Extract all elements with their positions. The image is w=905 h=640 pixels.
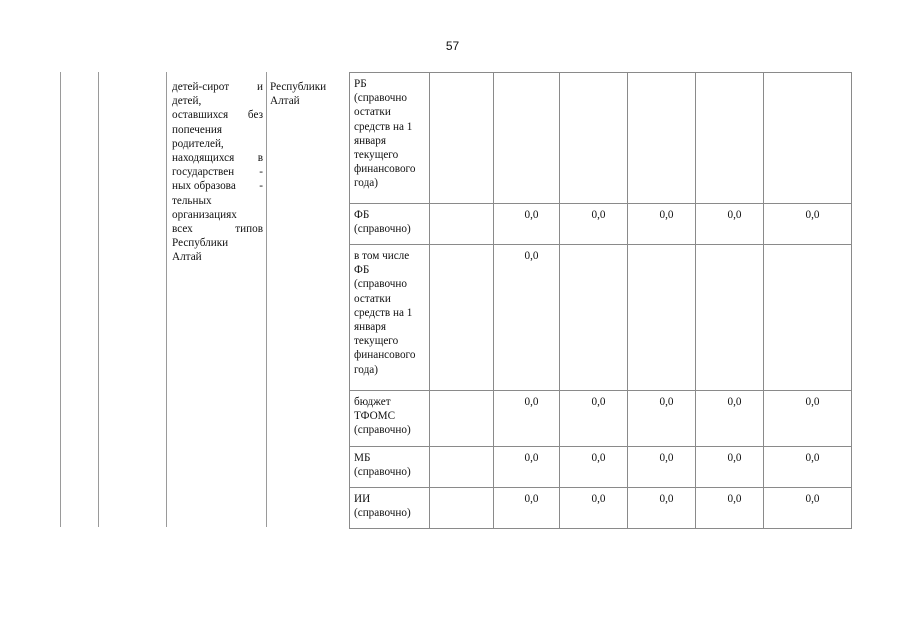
column-rule-1: [60, 72, 61, 527]
desc-line: попечения: [172, 123, 222, 136]
value-text: 0,0: [659, 493, 674, 505]
value-text: 0,0: [727, 396, 742, 408]
desc-line: детей-сирот и: [172, 81, 263, 93]
executor-line: Республики: [270, 81, 327, 93]
value-text: 0,0: [524, 396, 539, 408]
value-cell: [430, 245, 494, 391]
funding-source-line: (справочно): [354, 424, 411, 437]
desc-line: всех типов: [172, 223, 263, 236]
value-cell: [628, 73, 696, 204]
funding-source-line: года): [354, 363, 378, 376]
funding-source-cell: [350, 447, 430, 488]
value-cell: [764, 245, 852, 391]
value-text: 0,0: [591, 493, 606, 505]
desc-line: тельных: [172, 194, 212, 207]
desc-line: организациях: [172, 208, 237, 221]
funding-source-cell: [350, 245, 430, 391]
value-cell: [696, 447, 764, 488]
value-cell: [628, 204, 696, 245]
value-text: 0,0: [805, 493, 820, 505]
funding-source-line: года): [354, 177, 378, 190]
funding-source-line: финансового: [354, 163, 416, 176]
value-cell: [560, 204, 628, 245]
financing-table: [349, 72, 852, 529]
funding-source-line: (справочно): [354, 223, 411, 236]
funding-source-line: РБ: [354, 78, 367, 90]
funding-source-line: января: [354, 134, 386, 147]
value-cell: [696, 488, 764, 529]
desc-line: оставшихся без: [172, 109, 263, 122]
value-cell: [764, 447, 852, 488]
desc-line: находящихся в: [172, 152, 263, 165]
value-text: 0,0: [591, 396, 606, 408]
value-cell: [764, 204, 852, 245]
value-cell: [764, 488, 852, 529]
value-cell: [628, 447, 696, 488]
value-cell: [494, 204, 560, 245]
value-cell: [628, 391, 696, 447]
value-cell: [560, 391, 628, 447]
funding-source-line: ФБ: [354, 264, 370, 277]
funding-source-line: бюджет: [354, 396, 391, 408]
desc-line: государствен -: [172, 166, 263, 179]
value-cell: [430, 73, 494, 204]
funding-source-line: января: [354, 321, 386, 334]
funding-source-line: текущего: [354, 335, 399, 348]
funding-source-line: ИИ: [354, 493, 371, 505]
table-row: [350, 447, 852, 488]
value-cell: [430, 447, 494, 488]
funding-source-line: (справочно: [354, 92, 407, 105]
value-text: 0,0: [524, 209, 539, 221]
value-text: 0,0: [659, 396, 674, 408]
table-row: [350, 245, 852, 391]
value-text: 0,0: [591, 452, 606, 464]
funding-source-line: (справочно: [354, 278, 407, 291]
desc-line: Республики: [172, 237, 229, 250]
column-rule-4: [266, 72, 267, 527]
funding-source-line: остатки: [354, 292, 391, 305]
funding-source-line: ФБ: [354, 209, 370, 221]
value-text: 0,0: [727, 452, 742, 464]
column-rule-2: [98, 72, 99, 527]
value-cell: [696, 204, 764, 245]
funding-source-line: в том числе: [354, 250, 410, 262]
funding-source-cell: [350, 204, 430, 245]
value-cell: [430, 204, 494, 245]
value-text: 0,0: [659, 452, 674, 464]
value-text: 0,0: [524, 250, 539, 262]
table-row: [350, 488, 852, 529]
funding-source-line: финансового: [354, 349, 416, 362]
table-row: [350, 204, 852, 245]
value-cell: [430, 391, 494, 447]
funding-source-line: остатки: [354, 106, 391, 119]
value-cell: [696, 391, 764, 447]
funding-source-cell: [350, 488, 430, 529]
funding-source-line: средств на 1: [354, 306, 413, 319]
funding-source-line: (справочно): [354, 466, 411, 479]
value-cell: [696, 73, 764, 204]
funding-source-line: текущего: [354, 149, 399, 162]
value-cell: [628, 245, 696, 391]
value-text: 0,0: [805, 396, 820, 408]
value-cell: [494, 447, 560, 488]
value-text: 0,0: [727, 209, 742, 221]
value-cell: [628, 488, 696, 529]
value-cell: [494, 245, 560, 391]
executor-line: Алтай: [270, 95, 300, 108]
funding-source-line: МБ: [354, 452, 371, 464]
value-cell: [494, 488, 560, 529]
value-cell: [494, 73, 560, 204]
value-cell: [764, 73, 852, 204]
value-cell: [560, 488, 628, 529]
table-row: [350, 73, 852, 204]
value-text: 0,0: [591, 209, 606, 221]
column-rule-3: [166, 72, 167, 527]
value-cell: [696, 245, 764, 391]
value-text: 0,0: [659, 209, 674, 221]
funding-source-line: средств на 1: [354, 120, 413, 133]
value-cell: [494, 391, 560, 447]
value-cell: [560, 245, 628, 391]
desc-line: детей,: [172, 95, 202, 108]
funding-source-cell: [350, 73, 430, 204]
desc-line: родителей,: [172, 137, 224, 150]
value-cell: [430, 488, 494, 529]
value-cell: [560, 73, 628, 204]
desc-line: Алтай: [172, 251, 202, 264]
value-cell: [560, 447, 628, 488]
value-cell: [764, 391, 852, 447]
measure-description: [172, 80, 263, 265]
value-text: 0,0: [727, 493, 742, 505]
value-text: 0,0: [805, 452, 820, 464]
table-row: [350, 391, 852, 447]
funding-source-line: ТФОМС: [354, 410, 396, 423]
desc-line: ных образова -: [172, 180, 263, 193]
page-number: 57: [445, 39, 460, 53]
executor: [270, 80, 342, 108]
value-text: 0,0: [805, 209, 820, 221]
funding-source-line: (справочно): [354, 507, 411, 520]
value-text: 0,0: [524, 452, 539, 464]
funding-source-cell: [350, 391, 430, 447]
value-text: 0,0: [524, 493, 539, 505]
